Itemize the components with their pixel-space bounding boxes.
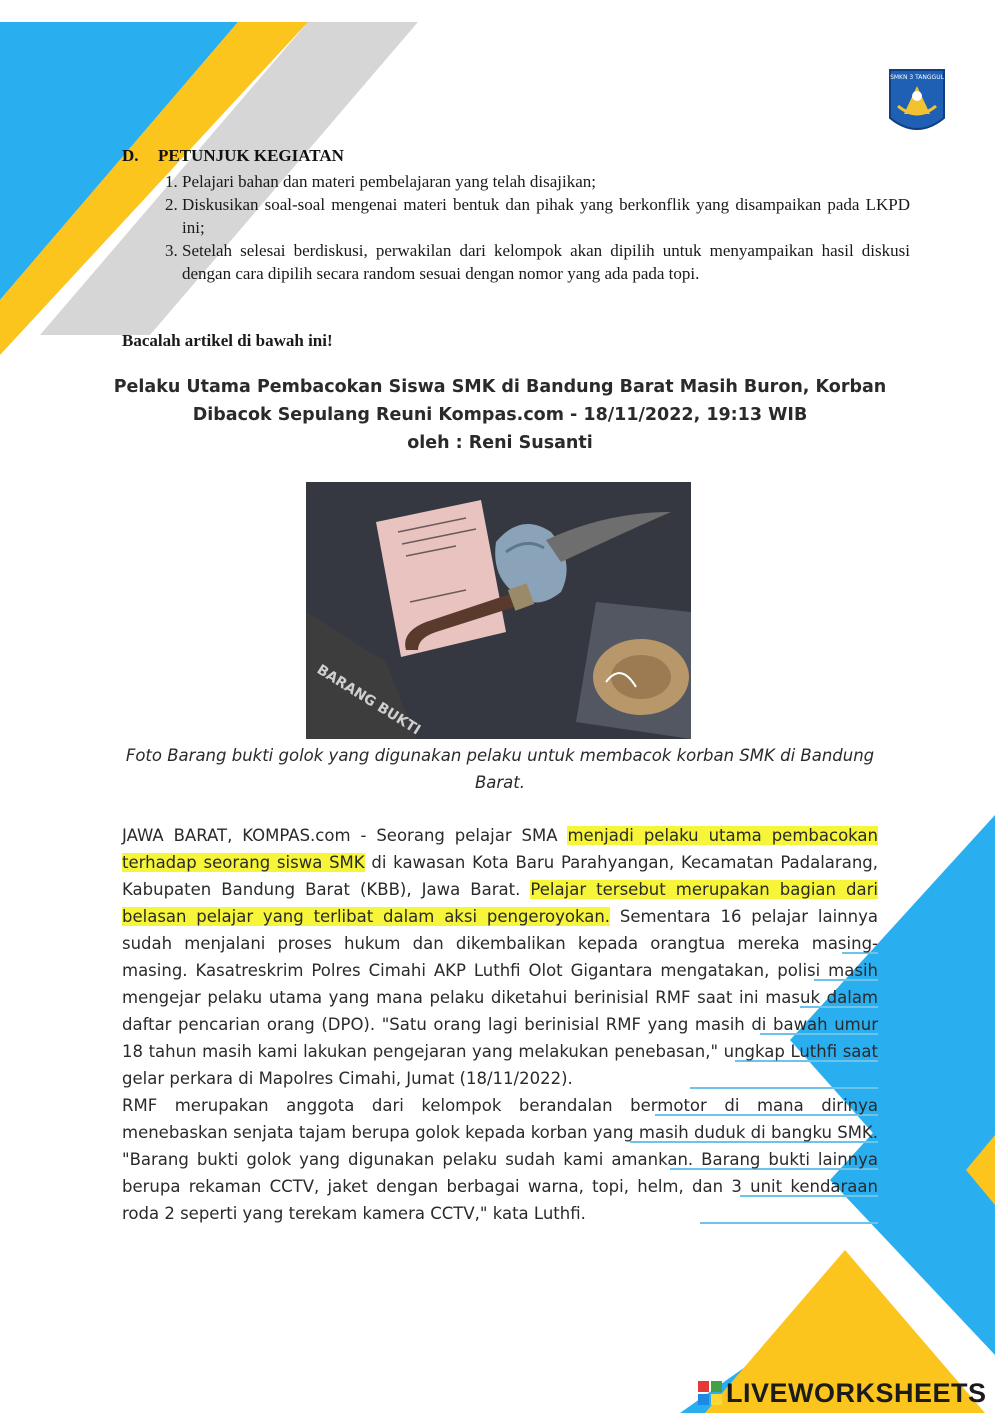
- article-text: di kawasan Kota Baru Parahyangan, Kecamatan Padalarang, Kabupaten Bandung Barat (KBB), Jawa Barat.: [122, 853, 878, 899]
- logo-lettering: SMKN 3 TANGGUL: [890, 74, 944, 81]
- list-item: 3. Setelah selesai berdiskusi, perwakilan dari kelompok akan dipilih untuk menyampaikan hasil diskusi dengan cara dipilih secara random sesuai dengan nomor yang ada pada topi.: [182, 239, 910, 285]
- photo-lettering: BARANG BUKTI: [313, 661, 424, 739]
- photo-caption: Foto Barang bukti golok yang digunakan pelaku untuk membacok korban SMK di Bandung Barat.: [125, 746, 875, 792]
- article-body: [122, 822, 878, 1227]
- activity-steps-list: [150, 170, 910, 285]
- headline-line-2: Dibacok Sepulang Reuni Kompas.com - 18/11/2022, 19:13 WIB: [192, 405, 808, 425]
- section-title: PETUNJUK KEGIATAN: [158, 146, 344, 165]
- highlighted-text: Pelajar tersebut merupakan bagian dari belasan pelajar yang terlibat dalam aksi pengeroyokan.: [122, 880, 878, 926]
- watermark-text: LIVEWORKSHEETS: [726, 1377, 987, 1408]
- list-item: 2. Diskusikan soal-soal mengenai materi bentuk dan pihak yang berkonflik yang disampaikan pada LKPD ini;: [182, 193, 910, 239]
- school-emblem-icon: [886, 66, 948, 138]
- headline-author: oleh : Reni Susanti: [407, 433, 593, 453]
- liveworksheets-logo-icon: [697, 1380, 723, 1406]
- highlighted-text: menjadi pelaku utama pembacokan terhadap seorang siswa SMK: [122, 826, 878, 872]
- section-heading: [122, 146, 344, 166]
- article-text: Sementara 16 pelajar lainnya sudah menjalani proses hukum dan dikembalikan kepada orangtua mereka masing-masing. Kasatreskrim Polres Cimahi AKP Luthfi Olot Gigantara mengatakan, polisi masih mengejar pelaku utama yang mana pelaku diketahui berinisial RMF saat ini masuk dalam daftar pencarian orang (DPO). "Satu orang lagi berinisial RMF yang masih di bawah umur 18 tahun masih kami lakukan pengejaran yang melakukan penebasan," ungkap Luthfi saat gelar perkara di Mapolres Cimahi, Jumat (18/11/2022).: [122, 907, 878, 1088]
- article-paragraph-1: [122, 822, 878, 1092]
- evidence-photo: [306, 482, 691, 739]
- section-letter: D.: [122, 146, 139, 165]
- liveworksheets-watermark: [697, 1376, 987, 1410]
- article-paragraph-2: RMF merupakan anggota dari kelompok berandalan bermotor di mana dirinya menebaskan senjata tajam berupa golok kepada korban yang masih duduk di bangku SMK. "Barang bukti golok yang digunakan pelaku sudah kami amankan. Barang bukti lainnya berupa rekaman CCTV, jaket dengan berbagai warna, topi, helm, dan 3 unit kendaraan roda 2 seperti yang terekam kamera CCTV," kata Luthfi.: [122, 1096, 878, 1223]
- article-headline: [110, 373, 890, 457]
- headline-line-1: Pelaku Utama Pembacokan Siswa SMK di Bandung Barat Masih Buron, Korban: [113, 377, 887, 397]
- article-text: JAWA BARAT, KOMPAS.com - Seorang pelajar SMA: [122, 826, 568, 845]
- list-item: 1. Pelajari bahan dan materi pembelajaran yang telah disajikan;: [182, 170, 910, 193]
- reading-instruction: Bacalah artikel di bawah ini!: [122, 331, 333, 350]
